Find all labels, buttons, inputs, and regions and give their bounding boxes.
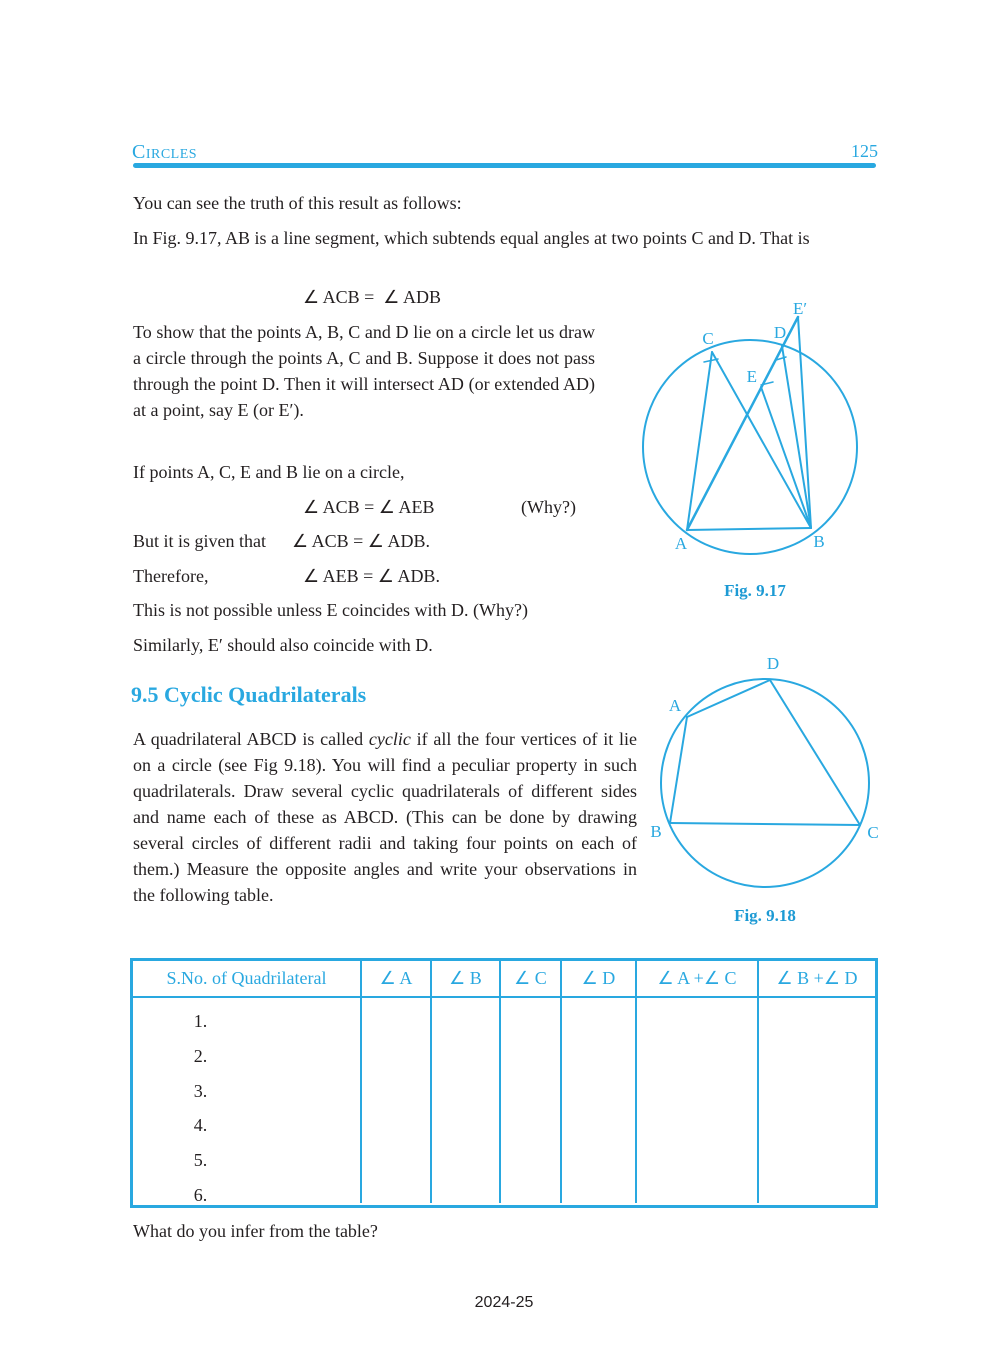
footer-session: 2024-25: [474, 1294, 534, 1311]
vertex-label-b: B: [650, 822, 662, 841]
table-header-angle-a: ∠ A: [362, 961, 432, 998]
table-row-number: 2.: [193, 1045, 208, 1066]
table-header-angle-d: ∠ D: [562, 961, 637, 998]
table-row-number: 6.: [193, 1184, 208, 1205]
paragraph-to-show: To show that the points A, B, C and D lie on a circle let us draw a circle through the points A, C and B. Suppose it does not pass through the point D. Then it will intersect AD (or extended AD) at a point, say E (or E′).: [133, 322, 595, 420]
circle-9-18: [661, 679, 869, 887]
page-number: 125: [851, 141, 878, 161]
section-heading-9-5: 9.5 Cyclic Quadrilaterals: [131, 682, 367, 707]
figure-9-17-drawing: [630, 296, 882, 576]
label-therefore: Therefore,: [133, 566, 209, 586]
table-column-angle-d: [562, 998, 637, 1203]
paragraph-in-fig: In Fig. 9.17, AB is a line segment, which subtends equal angles at two points C and D. That is: [133, 228, 810, 248]
table-column-angle-b: [432, 998, 501, 1203]
header-rule: [133, 163, 876, 168]
table-header-sum-ac: ∠ A +∠ C: [637, 961, 759, 998]
table-header-sno: S.No. of Quadrilateral: [133, 961, 362, 998]
equation-therefore: ∠ AEB = ∠ ADB.: [303, 566, 440, 586]
label-given: But it is given that: [133, 531, 266, 551]
table-column-sum-bd: [759, 998, 875, 1203]
figure-9-18-caption: Fig. 9.18: [734, 906, 796, 925]
chapter-header: Circles: [132, 141, 198, 163]
paragraph-intro: You can see the truth of this result as follows:: [133, 193, 462, 213]
paragraph-if-points: If points A, C, E and B lie on a circle,: [133, 462, 405, 482]
para-segment-italic: cyclic: [368, 729, 411, 749]
vertex-label-e: E: [746, 367, 757, 386]
vertex-label-a: A: [674, 534, 688, 553]
table-row-number: 3.: [193, 1080, 208, 1101]
figure-9-18: [640, 654, 892, 926]
table-header-angle-c: ∠ C: [501, 961, 562, 998]
vertex-label-b: B: [813, 532, 825, 551]
vertex-label-c: C: [867, 823, 879, 842]
table-row-number: 4.: [193, 1115, 208, 1136]
para-segment: if all the four vertices of it lie on a circle (see Fig 9.18). You will find a peculiar property in such quadrilaterals. Draw several cyclic quadrilaterals of different sides and name each of these as ABCD. (This can be done by drawing several circles of different radii and taking four points on each of them.) Measure the opposite angles and write your observations in the following table.: [133, 729, 637, 905]
figure-9-18-drawing: [640, 654, 892, 899]
table-column-sum-ac: [637, 998, 759, 1203]
equation-given: ∠ ACB = ∠ ADB.: [292, 531, 430, 551]
paragraph-similarly: Similarly, E′ should also coincide with D.: [133, 635, 433, 655]
table-question: What do you infer from the table?: [133, 1221, 378, 1241]
figure-9-17-caption: Fig. 9.17: [724, 581, 786, 600]
vertex-label-d: D: [773, 323, 787, 342]
figure-9-17: [630, 296, 882, 601]
paragraph-cyclic-quadrilaterals: [133, 726, 637, 908]
table-column-angle-c: [501, 998, 562, 1203]
equation-why-note: (Why?): [521, 497, 576, 517]
table-column-sno: [133, 998, 362, 1203]
vertex-label-a: A: [668, 696, 682, 715]
table-header-angle-b: ∠ B: [432, 961, 501, 998]
vertex-label-d: D: [766, 654, 780, 673]
table-row-number: 1.: [193, 1011, 208, 1031]
observation-table: [130, 958, 878, 1208]
table-column-angle-a: [362, 998, 432, 1203]
equation-acb-aeb: ∠ ACB = ∠ AEB: [303, 497, 435, 517]
table-header-sum-bd: ∠ B +∠ D: [759, 961, 875, 998]
vertex-label-c: C: [702, 329, 714, 348]
paragraph-not-possible: This is not possible unless E coincides with D. (Why?): [133, 600, 528, 620]
para-segment: A quadrilateral ABCD is called: [133, 729, 369, 749]
table-row-number: 5.: [193, 1150, 208, 1171]
vertex-label-e-prime: E′: [793, 299, 808, 318]
equation-acb-adb: ∠ ACB = ∠ ADB: [303, 287, 441, 307]
